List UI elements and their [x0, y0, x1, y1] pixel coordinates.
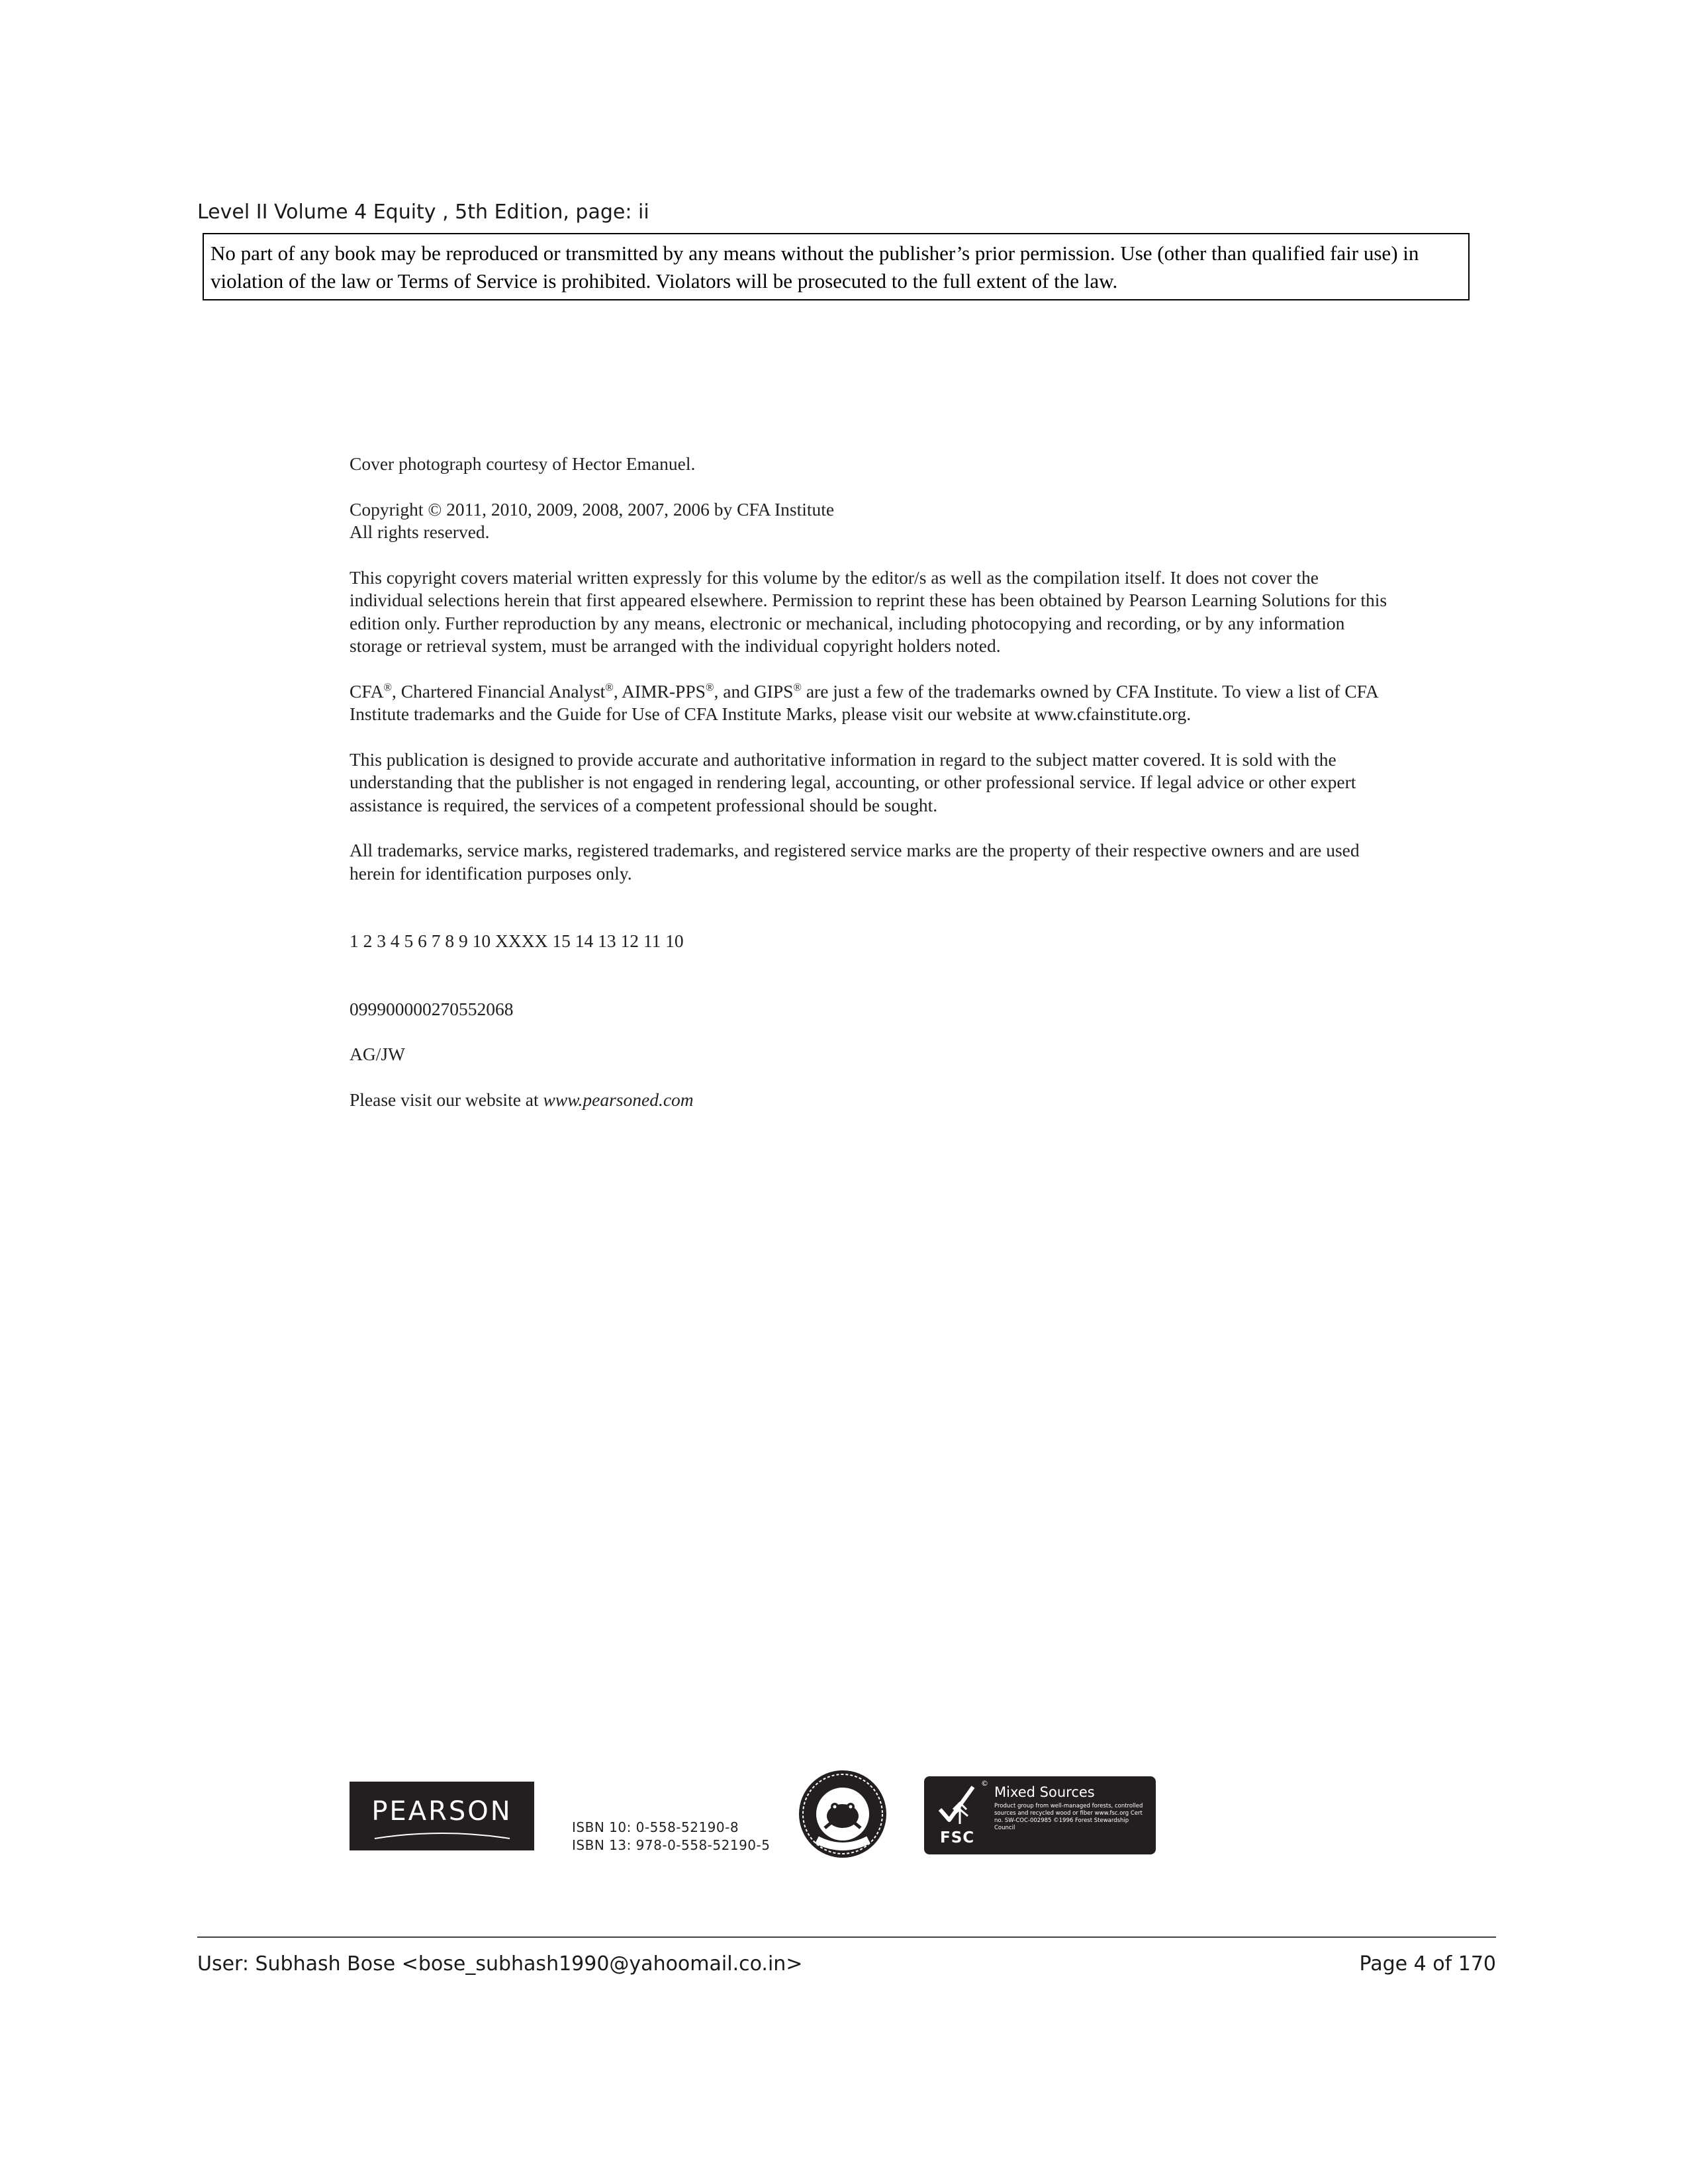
website-prefix: Please visit our website at [350, 1089, 543, 1110]
page-header-title: Level II Volume 4 Equity , 5th Edition, page: ii [197, 201, 649, 224]
registered-mark: ® [793, 680, 802, 694]
fsc-label: FSC [940, 1829, 975, 1846]
all-trademarks-paragraph: All trademarks, service marks, registered trademarks, and registered service marks are the property of their respective owners and are used herein for identification purposes only. [350, 840, 1360, 884]
fsc-mixed-sources: Mixed Sources [994, 1784, 1095, 1800]
publication-paragraph: This publication is designed to provide accurate and authoritative information in regard to the subject matter covered. It is sold with the understanding that the publisher is not engaged in rendering legal, accounting, or other professional service. If legal advice or other expert assistance is required, the services of a competent professional should be sought. [350, 749, 1356, 815]
copyright-notice-text: No part of any book may be reproduced or transmitted by any means without the publisher’s prior permission. Use (other than qualified fair use) in violation of the law or Terms of Service is prohibited. Violators will be prosecuted to the full extent of the law. [211, 242, 1419, 293]
fsc-tree-check-icon [933, 1783, 985, 1827]
registered-mark: ® [383, 680, 393, 694]
copyright-page-body [350, 453, 1395, 1111]
publisher-logo-strip [350, 1768, 1164, 1854]
tm-analyst-suffix: , AIMR-PPS [613, 680, 706, 702]
print-line: 1 2 3 4 5 6 7 8 9 10 XXXX 15 14 13 12 11 10 [350, 931, 684, 951]
pearson-swoosh-icon [373, 1831, 511, 1840]
footer-user-info: User: Subhash Bose <bose_subhash1990@yahoomail.co.in> [197, 1952, 803, 1976]
pearson-logo [350, 1782, 534, 1850]
tm-cfa-suffix: , Chartered Financial Analyst [392, 680, 606, 702]
coverage-paragraph: This copyright covers material written expressly for this volume by the editor/s as well as the compilation itself. It does not cover the individual selections herein that first appeared elsewhere. Permission to reprint these has been obtained by Pearson Learning Solutions for this edition only. Further reproduction by any means, electronic or mechanical, including photocopying and recording, or by any information storage or retrieval system, must be arranged with the individual copyright holders noted. [350, 567, 1387, 656]
catalog-code: 099900000270552068 [350, 998, 514, 1019]
rights-reserved: All rights reserved. [350, 522, 490, 542]
initials: AG/JW [350, 1044, 406, 1064]
registered-mark: ® [705, 680, 714, 694]
tm-cfa: CFA [350, 680, 384, 702]
website-line [350, 1089, 1395, 1112]
trademarks-paragraph [350, 680, 1395, 726]
cover-credit: Cover photograph courtesy of Hector Emanuel. [350, 453, 696, 474]
tm-rest: are just a few of the trademarks owned by CFA Institute. To view a list of CFA Institute trademarks and the Guide for Use of CFA Institute Marks, please visit our website at www.cfainstitute.org. [350, 680, 1378, 724]
copyright-line: Copyright © 2011, 2010, 2009, 2008, 2007, 2006 by CFA Institute [350, 498, 835, 520]
isbn-13: ISBN 13: 978-0-558-52190-5 [572, 1837, 771, 1853]
website-url: www.pearsoned.com [543, 1089, 694, 1110]
pearson-wordmark: PEARSON [371, 1796, 512, 1827]
isbn-10: ISBN 10: 0-558-52190-8 [572, 1819, 739, 1835]
copyright-notice-box [203, 233, 1470, 300]
fsc-registered-mark: © [981, 1779, 988, 1788]
isbn-block [572, 1819, 770, 1854]
fsc-fine-print: Product group from well-managed forests, controlled sources and recycled wood or fiber www.fsc.org Cert no. SW-COC-002985 ©1996 Forest Stewardship Council [994, 1803, 1143, 1831]
registered-mark: ® [605, 680, 614, 694]
footer-page-number: Page 4 of 170 [1359, 1952, 1496, 1976]
footer-divider [197, 1936, 1496, 1938]
tm-aimr-suffix: , and GIPS [714, 680, 794, 702]
rainforest-alliance-seal-icon [797, 1768, 888, 1860]
fsc-logo [924, 1776, 1156, 1854]
